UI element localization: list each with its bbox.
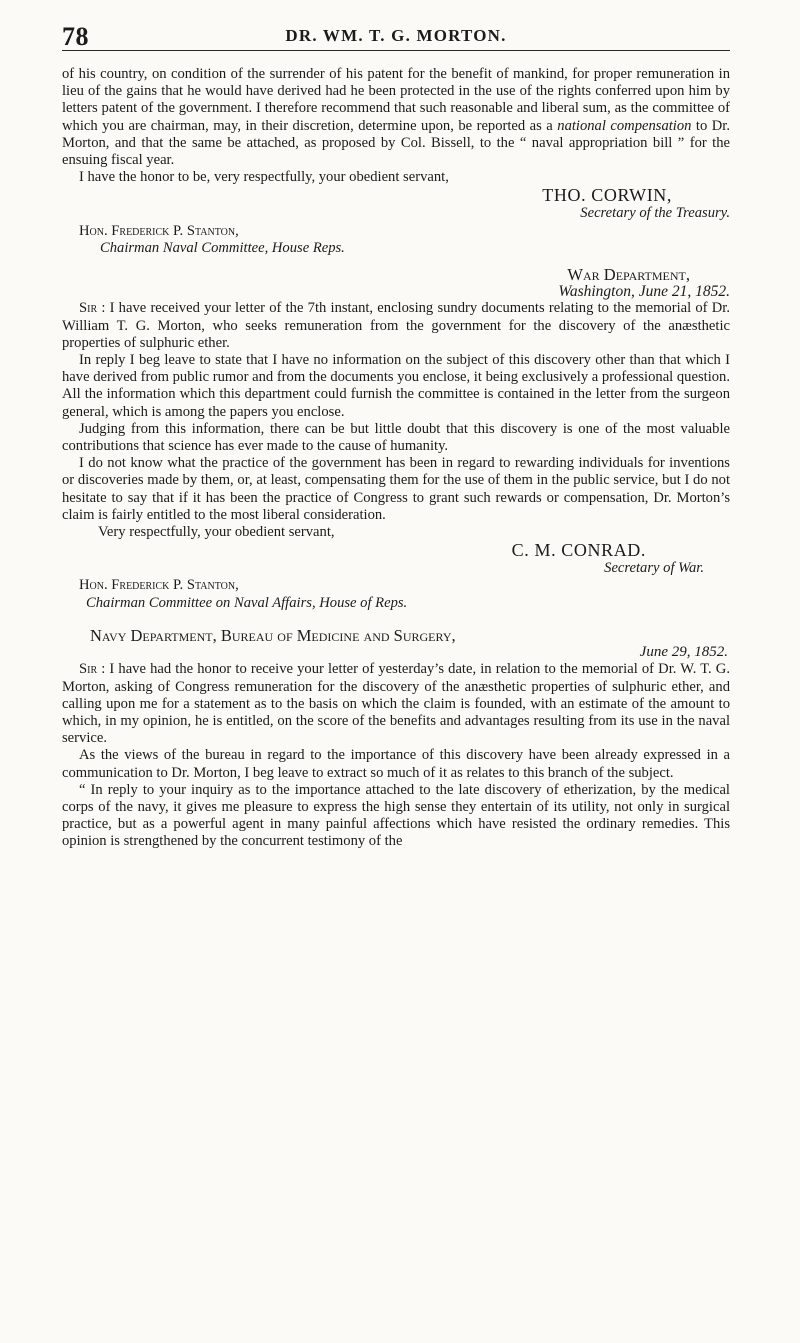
letter1-body-emphasis: national compensation — [557, 117, 692, 134]
letter3-para1-text: I have had the honor to receive your letter of yesterday’s date, in relation to the memorial of Dr. W. T. G. Morton, asking of Congress remuneration for the discovery of the anæsthetic properties of sulphuric ether, and calling upon me for a statement as to the basis on which the claim is founded, with an estimate of the amount to which, in my opinion, he is entitled, on the score of the benefits and advantages resulting from its use in the naval service. — [62, 661, 730, 747]
letter2-signature — [62, 541, 730, 577]
letter2-para2: In reply I beg leave to state that I have no information on the subject of this discovery other than that which I have derived from public rumor and from the documents you enclose, it being exclusively a professional question. All the information which this department could furnish the committee is contained in the letter from the surgeon general, which is among the papers you enclose. — [62, 352, 730, 420]
letter3-para3: “ In reply to your inquiry as to the importance attached to the late discovery of etherization, by the medical corps of the navy, it gives me pleasure to express the high sense they entertain of its utility, not only in surgical practice, but as a powerful agent in many painful affections which have resisted the ordinary remedies. This opinion is strengthened by the concurrent testimony of the — [62, 781, 730, 850]
running-head: DR. WM. T. G. MORTON. — [285, 26, 507, 45]
letter2-addressee-title: Chairman Committee on Naval Affairs, House of Reps. — [86, 594, 408, 611]
letter1-addressee-title: Chairman Naval Committee, House Reps. — [100, 239, 345, 256]
letter1-closing: I have the honor to be, very respectfully, your obedient servant, — [79, 169, 449, 186]
letter2-date: Washington, June 21, 1852. — [558, 283, 730, 301]
letter2-signer: C. M. CONRAD. — [511, 540, 646, 561]
letter2-para3: Judging from this information, there can be but little doubt that this discovery is one of the most valuable contributions that science has ever made to the cause of humanity. — [62, 420, 730, 455]
letter3-salutation: Sir : — [79, 661, 106, 678]
letter2-closing: Very respectfully, your obedient servant, — [98, 524, 335, 541]
letter1-body — [62, 66, 730, 169]
letter2-department: War Department, — [567, 265, 690, 285]
letter1-addressee: Hon. Frederick P. Stanton, — [79, 222, 239, 239]
letter3-para1 — [62, 661, 730, 747]
page-body — [62, 66, 730, 851]
letter3-date: June 29, 1852. — [639, 644, 728, 661]
letter1-signature — [62, 186, 730, 222]
letter2-salutation: Sir : — [79, 300, 106, 317]
letter1-signer-title: Secretary of the Treasury. — [580, 205, 730, 222]
letter2-addressee-block — [62, 577, 730, 611]
letter2-para1 — [62, 300, 730, 352]
letter3-department: Navy Department, Bureau of Medicine and Surgery, — [90, 625, 456, 645]
letter2-signer-title: Secretary of War. — [604, 560, 704, 577]
letter1-body-start: of his country, on condition of the surrender of his patent for the benefit of mankind, for proper remuneration in lieu of the gains that he would have derived had he been protected in the use of the rights conferred upon him by letters patent of the government. I therefore recommend that such reasonable and liberal sum, as the committee of which you are chairman, may, in their discretion, determine upon, be reported as a — [62, 66, 730, 134]
letter1-signer: THO. CORWIN, — [542, 185, 672, 206]
page-number: 78 — [62, 22, 89, 51]
letter2-para1-text: I have received your letter of the 7th instant, enclosing sundry documents relating to the memorial of Dr. William T. G. Morton, who seeks remuneration from the government for the discovery of the anæsthetic properties of sulphuric ether. — [62, 300, 730, 351]
letter1-addressee-block — [62, 223, 730, 257]
letter2-addressee: Hon. Frederick P. Stanton, — [79, 577, 239, 594]
letter2-heading — [62, 266, 730, 300]
letter3-para2: As the views of the bureau in regard to the importance of this discovery have been already expressed in a communication to Dr. Morton, I beg leave to extract so much of it as relates to this branch of the subject. — [62, 747, 730, 781]
page-header — [62, 22, 730, 51]
letter1-body-end: to Dr. Morton, and that the same be attached, as proposed by Col. Bissell, to the “ naval appropriation bill ” for the ensuing fiscal year. — [62, 117, 730, 169]
letter2-para4: I do not know what the practice of the government has been in regard to rewarding individuals for inventions or discoveries made by them, or, at least, compensating them for the use of them in the public service, but I do not hesitate to say that if it has been the practice of Congress to grant such rewards or compensation, Dr. Morton’s claim is fairly entitled to the most liberal consideration. — [62, 455, 730, 523]
